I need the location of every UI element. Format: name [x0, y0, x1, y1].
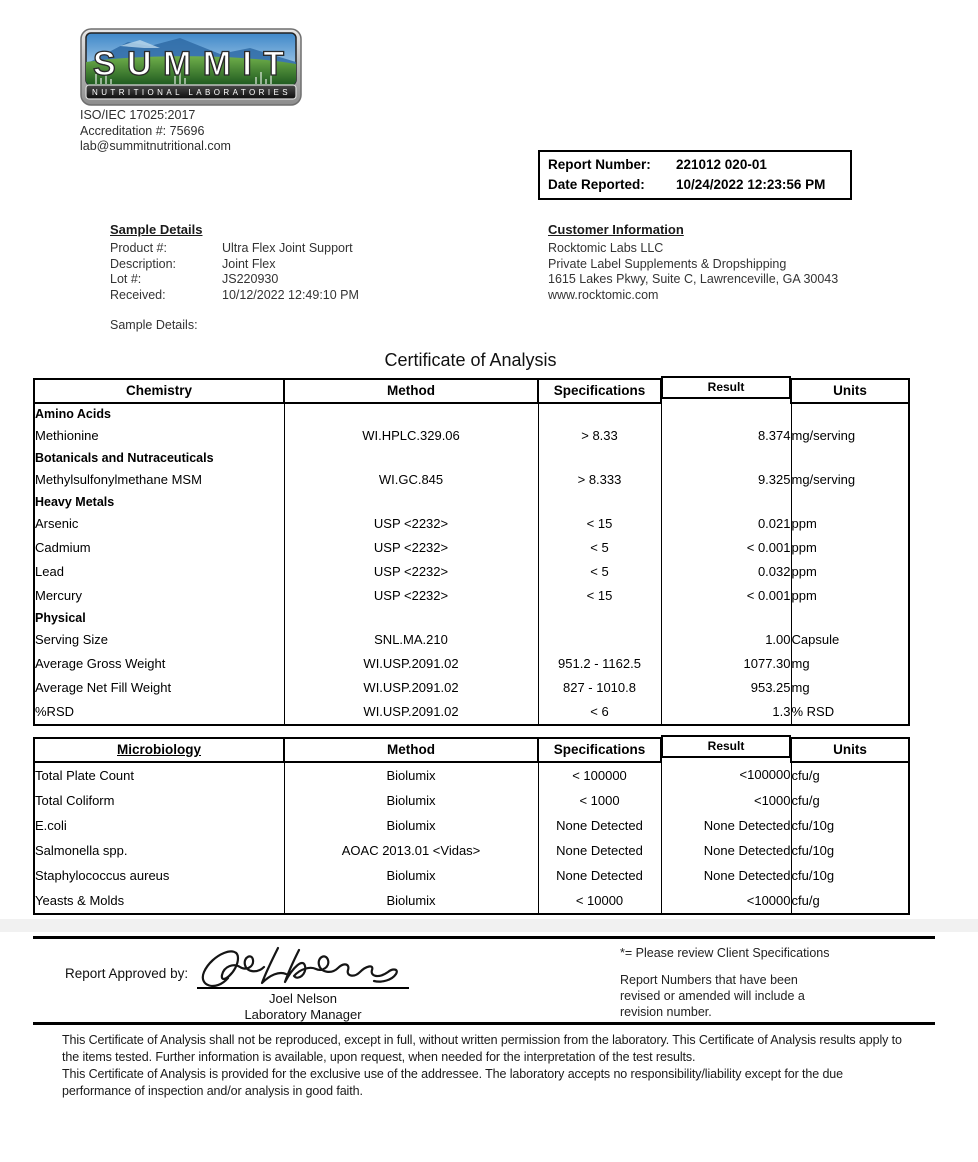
parameter-name: Serving Size — [34, 628, 284, 652]
column-header-chemistry: Chemistry — [34, 379, 284, 403]
customer-information-section — [548, 222, 838, 303]
cell-spec: < 1000 — [538, 788, 661, 813]
summit-logo — [80, 28, 302, 106]
cell-method: Biolumix — [284, 788, 538, 813]
cell-units: mg/serving — [791, 424, 909, 448]
analyte-row — [34, 652, 909, 676]
column-header-result — [661, 738, 791, 762]
cell-method: Biolumix — [284, 863, 538, 888]
report-number-value: 221012 020-01 — [676, 157, 767, 172]
parameter-name: Arsenic — [34, 512, 284, 536]
cell-spec: < 6 — [538, 700, 661, 725]
section-label: Botanicals and Nutraceuticals — [34, 448, 284, 468]
cell-method: USP <2232> — [284, 512, 538, 536]
chemistry-table — [33, 378, 910, 726]
cell-spec: None Detected — [538, 838, 661, 863]
cell-units — [791, 492, 909, 512]
analyte-row — [34, 838, 909, 863]
column-header-result — [661, 379, 791, 403]
parameter-name: Lead — [34, 560, 284, 584]
horizontal-rule-top — [33, 936, 935, 939]
cell-method: Biolumix — [284, 762, 538, 788]
cell-units: ppm — [791, 584, 909, 608]
cell-method: WI.HPLC.329.06 — [284, 424, 538, 448]
date-reported-value: 10/24/2022 12:23:56 PM — [676, 177, 826, 192]
sample-detail-row — [110, 272, 359, 288]
analyte-row — [34, 788, 909, 813]
accreditation-block — [80, 108, 231, 155]
signer-name: Joel Nelson — [269, 991, 337, 1006]
cell-units: mg — [791, 652, 909, 676]
sample-detail-row — [110, 257, 359, 273]
column-header-method: Method — [284, 738, 538, 762]
cell-spec: > 8.333 — [538, 468, 661, 492]
cell-units: cfu/g — [791, 788, 909, 813]
cell-result — [661, 492, 791, 512]
horizontal-rule-bottom — [33, 1022, 935, 1025]
cell-spec — [538, 492, 661, 512]
date-reported-row — [548, 175, 850, 195]
summit-logo-graphic — [80, 28, 302, 106]
customer-info-line: 1615 Lakes Pkwy, Suite C, Lawrenceville, GA 30043 — [548, 272, 839, 286]
section-row — [34, 448, 909, 468]
cell-method — [284, 448, 538, 468]
report-number-label: Report Number: — [548, 157, 651, 172]
cell-result: < 0.001 — [661, 536, 791, 560]
cell-spec — [538, 608, 661, 628]
cell-units: mg — [791, 676, 909, 700]
customer-information-lines — [548, 241, 838, 303]
cell-result: 9.325 — [661, 468, 791, 492]
logo-subtitle: NUTRITIONAL LABORATORIES — [92, 88, 290, 97]
section-row — [34, 608, 909, 628]
sample-detail-label: Lot #: — [110, 272, 142, 286]
section-row — [34, 403, 909, 424]
section-label: Heavy Metals — [34, 492, 284, 512]
analyte-row — [34, 512, 909, 536]
cell-result: 1077.30 — [661, 652, 791, 676]
parameter-name: Staphylococcus aureus — [34, 863, 284, 888]
parameter-name: Total Plate Count — [34, 762, 284, 788]
parameter-name: Cadmium — [34, 536, 284, 560]
cell-spec: < 10000 — [538, 888, 661, 914]
cell-result: 1.00 — [661, 628, 791, 652]
sample-detail-label: Received: — [110, 287, 166, 302]
client-specifications-note: *= Please review Client Specifications — [620, 946, 830, 960]
cell-method: USP <2232> — [284, 560, 538, 584]
cell-spec — [538, 403, 661, 424]
cell-method: USP <2232> — [284, 536, 538, 560]
section-row — [34, 492, 909, 512]
cell-spec: < 5 — [538, 560, 661, 584]
analyte-row — [34, 888, 909, 914]
disclaimer-paragraph-1: This Certificate of Analysis shall not be reproduced, except in full, without written permission from the laboratory. This Certificate of Analysis results apply to the items tested. Further information is available, upon request, when needed for the interpretation of the test results. — [62, 1033, 902, 1064]
cell-units — [791, 448, 909, 468]
analyte-row — [34, 813, 909, 838]
cell-spec: None Detected — [538, 863, 661, 888]
iso-standard: ISO/IEC 17025:2017 — [80, 108, 196, 122]
parameter-name: E.coli — [34, 813, 284, 838]
customer-info-line: Private Label Supplements & Dropshipping — [548, 256, 787, 271]
chemistry-header-row — [34, 379, 909, 403]
cell-method: WI.USP.2091.02 — [284, 652, 538, 676]
cell-method: Biolumix — [284, 813, 538, 838]
page-break-band — [0, 919, 978, 932]
sample-detail-value: Joint Flex — [222, 256, 276, 271]
analyte-row — [34, 560, 909, 584]
analyte-row — [34, 700, 909, 725]
cell-result — [661, 448, 791, 468]
disclaimer-block — [62, 1032, 914, 1100]
page-title: Certificate of Analysis — [384, 350, 557, 370]
sample-details-section — [110, 222, 359, 303]
sample-details-heading: Sample Details — [110, 222, 203, 237]
sample-detail-row — [110, 241, 359, 257]
logo-wordmark: SUMMIT — [93, 45, 289, 83]
cell-result: 953.25 — [661, 676, 791, 700]
cell-result: 0.021 — [661, 512, 791, 536]
signer-title: Laboratory Manager — [244, 1007, 362, 1022]
cell-result: 8.374 — [661, 424, 791, 448]
cell-result: <10000 — [661, 888, 791, 914]
cell-method — [284, 492, 538, 512]
cell-result: 0.032 — [661, 560, 791, 584]
analyte-row — [34, 863, 909, 888]
cell-spec — [538, 628, 661, 652]
microbiology-header-row — [34, 738, 909, 762]
column-header-specifications: Specifications — [538, 379, 661, 403]
cell-result: 1.3 — [661, 700, 791, 725]
customer-information-heading: Customer Information — [548, 222, 684, 237]
parameter-name: Total Coliform — [34, 788, 284, 813]
cell-method: AOAC 2013.01 <Vidas> — [284, 838, 538, 863]
analyte-row — [34, 628, 909, 652]
lab-email: lab@summitnutritional.com — [80, 139, 231, 153]
cell-result — [661, 403, 791, 424]
cell-units: cfu/10g — [791, 838, 909, 863]
sample-detail-value: Ultra Flex Joint Support — [222, 241, 353, 255]
customer-info-line: Rocktomic Labs LLC — [548, 241, 664, 255]
cell-method: WI.GC.845 — [284, 468, 538, 492]
parameter-name: Methionine — [34, 424, 284, 448]
cell-spec: < 100000 — [538, 762, 661, 788]
report-number-row — [548, 155, 850, 175]
signature — [192, 938, 410, 994]
cell-units: cfu/g — [791, 762, 909, 788]
analyte-row — [34, 762, 909, 788]
column-header-units: Units — [791, 379, 909, 403]
cell-result: <1000 — [661, 788, 791, 813]
cell-method — [284, 403, 538, 424]
parameter-name: Mercury — [34, 584, 284, 608]
cell-units: cfu/10g — [791, 813, 909, 838]
parameter-name: Average Net Fill Weight — [34, 676, 284, 700]
column-header-units: Units — [791, 738, 909, 762]
parameter-name: Average Gross Weight — [34, 652, 284, 676]
cell-spec — [538, 448, 661, 468]
cell-result — [661, 608, 791, 628]
sample-details-rows — [110, 241, 359, 303]
cell-result: <100000 — [661, 762, 791, 788]
parameter-name: Yeasts & Molds — [34, 888, 284, 914]
cell-method: Biolumix — [284, 888, 538, 914]
cell-spec: > 8.33 — [538, 424, 661, 448]
cell-units — [791, 403, 909, 424]
parameter-name: Salmonella spp. — [34, 838, 284, 863]
cell-spec: < 15 — [538, 584, 661, 608]
analyte-row — [34, 676, 909, 700]
cell-method: WI.USP.2091.02 — [284, 676, 538, 700]
report-approved-by-label: Report Approved by: — [65, 966, 189, 981]
analyte-row — [34, 584, 909, 608]
column-header-specifications: Specifications — [538, 738, 661, 762]
cell-method: WI.USP.2091.02 — [284, 700, 538, 725]
section-label: Amino Acids — [34, 403, 284, 424]
cell-result: < 0.001 — [661, 584, 791, 608]
parameter-name: %RSD — [34, 700, 284, 725]
column-header-result-box: Result — [661, 735, 791, 758]
analyte-row — [34, 468, 909, 492]
column-header-microbiology: Microbiology — [34, 738, 284, 762]
cell-spec: < 15 — [538, 512, 661, 536]
cell-spec: 827 - 1010.8 — [538, 676, 661, 700]
cell-units: mg/serving — [791, 468, 909, 492]
cell-units: Capsule — [791, 628, 909, 652]
cell-units — [791, 608, 909, 628]
sample-detail-label: Description: — [110, 256, 176, 271]
parameter-name: Methylsulfonylmethane MSM — [34, 468, 284, 492]
cell-units: ppm — [791, 512, 909, 536]
cell-units: ppm — [791, 536, 909, 560]
cell-result: None Detected — [661, 813, 791, 838]
accreditation-number: Accreditation #: 75696 — [80, 123, 205, 138]
sample-detail-value: 10/12/2022 12:49:10 PM — [222, 287, 359, 302]
signature-line — [197, 987, 409, 989]
date-reported-label: Date Reported: — [548, 177, 645, 192]
cell-method: USP <2232> — [284, 584, 538, 608]
section-label: Physical — [34, 608, 284, 628]
cell-result: None Detected — [661, 838, 791, 863]
cell-units: cfu/10g — [791, 863, 909, 888]
disclaimer-paragraph-2: This Certificate of Analysis is provided for the exclusive use of the addressee. The laboratory accepts no responsibility/liability except for the due performance of inspection and/or analysis in good faith. — [62, 1067, 844, 1098]
cell-method: SNL.MA.210 — [284, 628, 538, 652]
sample-details-extra-label: Sample Details: — [110, 318, 198, 332]
cell-result: None Detected — [661, 863, 791, 888]
cell-spec: 951.2 - 1162.5 — [538, 652, 661, 676]
sample-detail-label: Product #: — [110, 241, 167, 255]
column-header-method: Method — [284, 379, 538, 403]
cell-units: % RSD — [791, 700, 909, 725]
customer-info-line: www.rocktomic.com — [548, 287, 659, 302]
report-number-box — [538, 150, 852, 200]
microbiology-table — [33, 737, 910, 915]
cell-units: cfu/g — [791, 888, 909, 914]
revision-note: Report Numbers that have been revised or amended will include a revision number. — [620, 973, 805, 1019]
cell-spec: None Detected — [538, 813, 661, 838]
cell-units: ppm — [791, 560, 909, 584]
cell-method — [284, 608, 538, 628]
column-header-result-box: Result — [661, 376, 791, 399]
sample-detail-value: JS220930 — [222, 272, 279, 286]
analyte-row — [34, 424, 909, 448]
sample-detail-row — [110, 288, 359, 304]
cell-spec: < 5 — [538, 536, 661, 560]
analyte-row — [34, 536, 909, 560]
